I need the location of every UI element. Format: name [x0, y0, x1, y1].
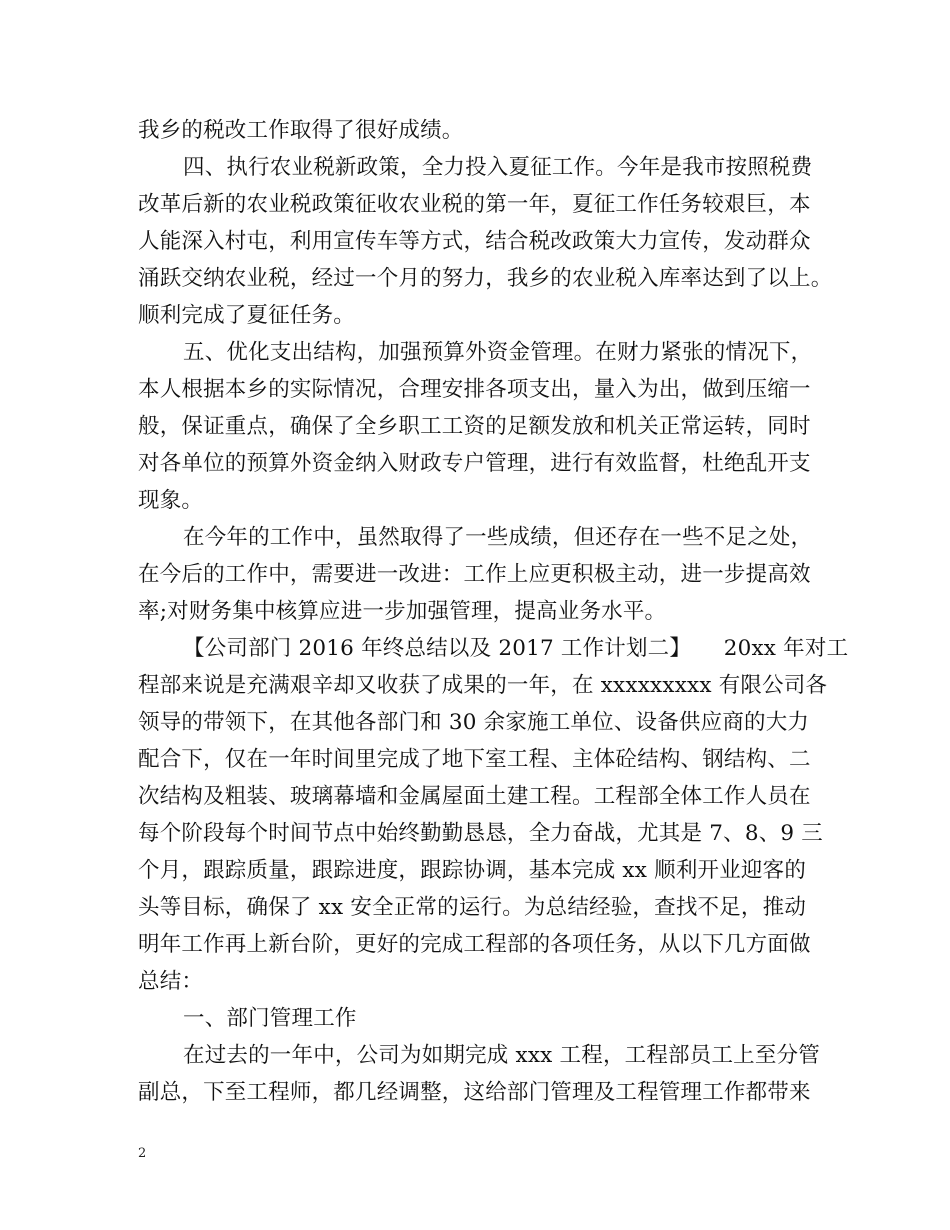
text-line: 在过去的一年中，公司为如期完成 xxx 工程，工程部员工上至分管 — [183, 1043, 820, 1068]
text-line: 对各单位的预算外资金纳入财政专户管理，进行有效监督，杜绝乱开支 — [138, 451, 811, 476]
text-line: 四、执行农业税新政策，全力投入夏征工作。今年是我市按照税费 — [183, 155, 813, 180]
document-body — [138, 112, 849, 1111]
text-line: 现象。 — [138, 488, 204, 513]
text-line: 每个阶段每个时间节点中始终勤勤恳恳，全力奋战，尤其是 7、8、9 三 — [138, 821, 824, 846]
text-line: 【公司部门 2016 年终总结以及 2017 工作计划二】 20xx 年对工 — [183, 636, 849, 661]
text-line: 改革后新的农业税政策征收农业税的第一年，夏征工作任务较艰巨，本 — [138, 192, 811, 217]
text-line: 顺利完成了夏征任务。 — [138, 303, 356, 328]
text-line: 本人根据本乡的实际情况，合理安排各项支出，量入为出，做到压缩一 — [138, 377, 811, 402]
text-line: 率;对财务集中核算应进一步加强管理，提高业务水平。 — [138, 599, 667, 624]
text-line: 在今年的工作中，虽然取得了一些成绩，但还存在一些不足之处， — [183, 525, 813, 550]
text-line: 副总，下至工程师，都几经调整，这给部门管理及工程管理工作都带来 — [138, 1080, 811, 1105]
text-line: 领导的带领下，在其他各部门和 30 余家施工单位、设备供应商的大力 — [138, 710, 810, 735]
text-line: 个月，跟踪质量，跟踪进度，跟踪协调，基本完成 xx 顺利开业迎客的 — [138, 858, 807, 883]
page-number: 2 — [138, 1146, 147, 1161]
text-line: 一、部门管理工作 — [183, 1006, 357, 1031]
text-line: 明年工作再上新台阶，更好的完成工程部的各项任务，从以下几方面做 — [138, 932, 811, 957]
text-line: 程部来说是充满艰辛却又收获了成果的一年，在 xxxxxxxxx 有限公司各 — [138, 673, 828, 698]
text-line: 般，保证重点，确保了全乡职工工资的足额发放和机关正常运转，同时 — [138, 414, 811, 439]
text-line: 我乡的税改工作取得了很好成绩。 — [138, 118, 464, 143]
text-line: 人能深入村屯，利用宣传车等方式，结合税改政策大力宣传，发动群众 — [138, 229, 811, 254]
text-line: 在今后的工作中，需要进一改进：工作上应更积极主动，进一步提高效 — [138, 562, 811, 587]
text-line: 头等目标，确保了 xx 安全正常的运行。为总结经验，查找不足，推动 — [138, 895, 807, 920]
text-line: 配合下，仅在一年时间里完成了地下室工程、主体砼结构、钢结构、二 — [138, 747, 811, 772]
text-line: 涌跃交纳农业税，经过一个月的努力，我乡的农业税入库率达到了以上。 — [138, 266, 833, 291]
text-line: 五、优化支出结构，加强预算外资金管理。在财力紧张的情况下， — [183, 340, 813, 365]
text-line: 总结： — [138, 969, 204, 994]
text-line: 次结构及粗装、玻璃幕墙和金属屋面土建工程。工程部全体工作人员在 — [138, 784, 811, 809]
